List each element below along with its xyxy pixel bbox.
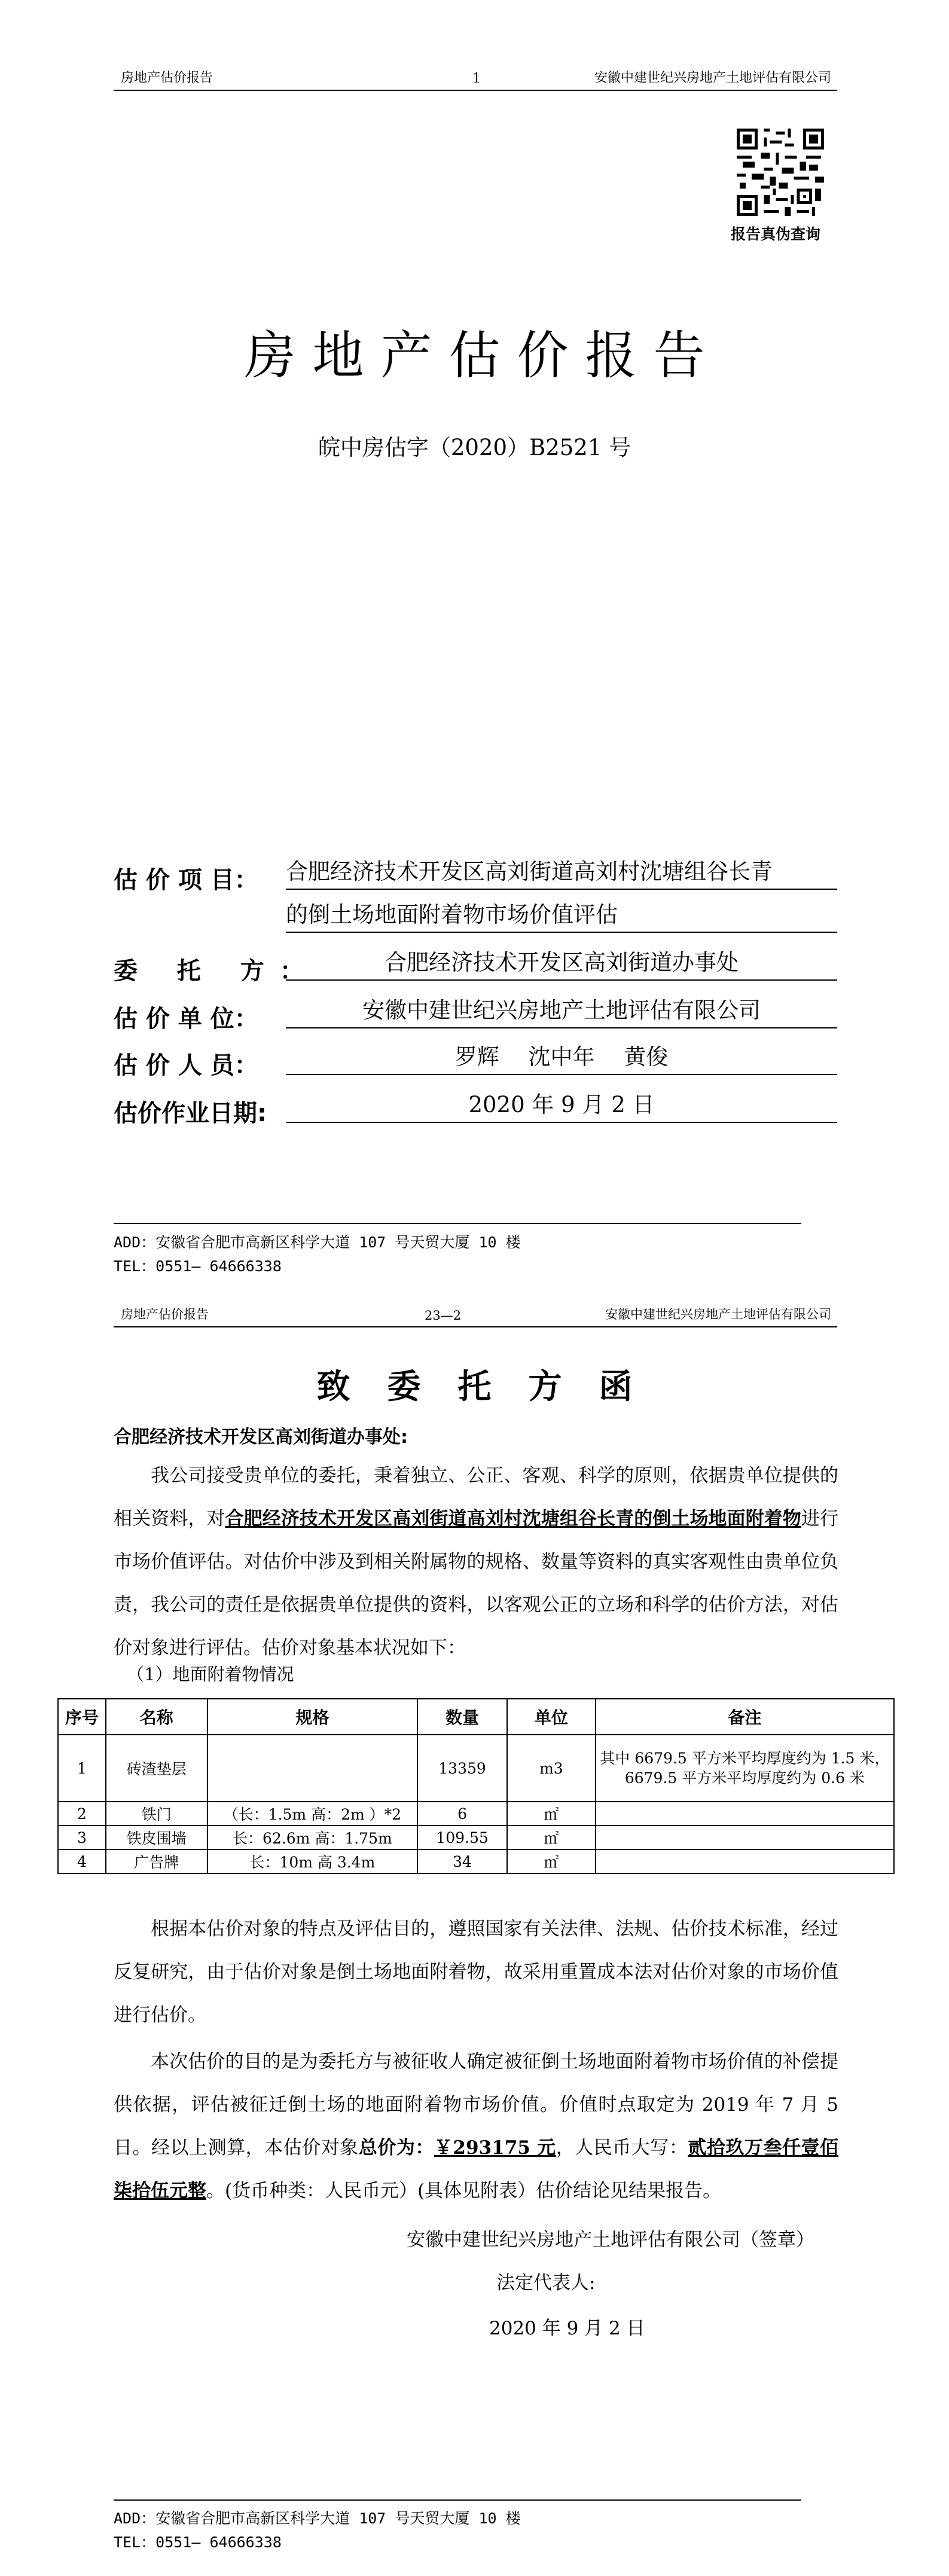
field-unit-value: 安徽中建世纪兴房地产土地评估有限公司 (286, 994, 837, 1028)
table-cell: ㎡ (507, 1849, 596, 1873)
header-page-number: 1 (472, 71, 481, 86)
method-text: 根据本估价对象的特点及评估目的，遵照国家有关法律、法规、估价技术标准，经过反复研究，由于估价对象是倒土场地面附着物，故采用重置成本法对估价对象的市场价值进行估价。 (114, 1918, 838, 2026)
col-header: 数量 (417, 1699, 507, 1735)
total-in-words: 贰拾玖万叁仟壹佰柒拾伍元整 (114, 2137, 839, 2202)
col-header: 名称 (106, 1699, 208, 1735)
total-label: 总价为： (358, 2137, 434, 2159)
table-cell: 铁皮围墙 (106, 1826, 208, 1849)
appraisal-object: 合肥经济技术开发区高刘街道高刘村沈塘组谷长青的倒土场地面附着物 (225, 1508, 801, 1530)
table-cell (596, 1802, 894, 1826)
header-left: 房地产估价报告 (121, 71, 213, 86)
page-header (114, 1304, 837, 1327)
footer-divider (114, 2499, 801, 2501)
conclusion-text-2: ，人民币大写： (556, 2137, 688, 2159)
table-cell: 13359 (417, 1735, 507, 1802)
addressee: 合肥经济技术开发区高刘街道办事处: (114, 1427, 408, 1448)
header-right: 安徽中建世纪兴房地产土地评估有限公司 (594, 71, 831, 86)
signature-representative: 法定代表人: (496, 2272, 596, 2294)
table-cell: 109.55 (417, 1826, 507, 1849)
field-project-value-line2: 的倒土场地面附着物市场价值评估 (286, 898, 837, 933)
field-project-label: 估 价 项 目： (114, 866, 258, 894)
table-cell: 长：10m 高 3.4m (208, 1849, 417, 1873)
conclusion-paragraph (114, 2040, 838, 2212)
qr-caption: 报告真伪查询 (731, 225, 821, 243)
col-header: 序号 (58, 1699, 106, 1735)
footer-tel: TEL：0551— 64666338 (114, 2534, 282, 2551)
table-cell: 2 (58, 1802, 106, 1826)
report-number: 皖中房估字（2020）B2521 号 (318, 435, 631, 460)
table-row (58, 1735, 894, 1802)
table-row (58, 1849, 894, 1873)
table-row (58, 1802, 894, 1826)
section-subheading: （1）地面附着物情况 (127, 1664, 294, 1684)
table-cell: 34 (417, 1849, 507, 1873)
table-cell: ㎡ (507, 1802, 596, 1826)
header-right: 安徽中建世纪兴房地产土地评估有限公司 (605, 1307, 831, 1321)
field-date-label: 估价作业日期: (114, 1100, 267, 1127)
header-left: 房地产估价报告 (121, 1307, 209, 1321)
table-cell: 铁门 (106, 1802, 208, 1826)
signature-company: 安徽中建世纪兴房地产土地评估有限公司（签章） (407, 2229, 814, 2251)
table-header-row (58, 1699, 894, 1735)
footer-address: ADD：安徽省合肥市高新区科学大道 107 号天贸大厦 10 楼 (114, 2510, 521, 2527)
table-cell: ㎡ (507, 1826, 596, 1849)
conclusion-text-1: 本次估价的目的是为委托方与被征收人确定被征倒土场地面附着物市场价值的补偿提供依据，评估被征迁倒土场的地面附着物市场价值。价值时点取定为 2019 年 7 月 5 日。经以上测算，本估价对象 (114, 2051, 838, 2159)
col-header: 备注 (596, 1699, 894, 1735)
page-header (114, 66, 837, 91)
col-header: 单位 (507, 1699, 596, 1735)
signature-date: 2020 年 9 月 2 日 (489, 2318, 645, 2339)
table-row (58, 1826, 894, 1849)
table-cell: （长：1.5m 高：2m ）*2 (208, 1802, 417, 1826)
intro-paragraph (114, 1454, 838, 1669)
report-title: 房地产估价报告 (244, 326, 722, 386)
intro-text-1: 我公司接受贵单位的委托，秉着独立、公正、客观、科学的原则，依据贵单位提供的相关资料，对 (114, 1465, 838, 1530)
header-page-number: 23—2 (425, 1308, 462, 1323)
field-staff-value: 罗辉 沈中年 黄俊 (286, 1040, 837, 1075)
footer-address: ADD：安徽省合肥市高新区科学大道 107 号天贸大厦 10 楼 (114, 1234, 521, 1251)
field-project-value-line1: 合肥经济技术开发区高刘街道高刘村沈塘组谷长青 (286, 855, 837, 890)
table-cell: m3 (507, 1735, 596, 1802)
intro-text-2: 进行市场价值评估。对估价中涉及到相关附属物的规格、数量等资料的真实客观性由贵单位负责，我公司的责任是依据贵单位提供的资料，以客观公正的立场和科学的估价方法，对估价对象进行评估。估价对象基本状况如下： (114, 1508, 839, 1659)
table-cell: 4 (58, 1849, 106, 1873)
table-cell (596, 1826, 894, 1849)
method-paragraph (114, 1907, 838, 2037)
field-date-value: 2020 年 9 月 2 日 (286, 1088, 837, 1123)
attachments-table (57, 1698, 895, 1874)
qr-code-icon[interactable] (737, 129, 824, 216)
table-cell: 广告牌 (106, 1849, 208, 1873)
field-staff-label: 估 价 人 员： (114, 1052, 258, 1079)
col-header: 规格 (208, 1699, 417, 1735)
total-value: ￥293175 元 (434, 2137, 556, 2159)
table-cell: 3 (58, 1826, 106, 1849)
table-cell: 砖渣垫层 (106, 1735, 208, 1802)
table-cell (208, 1735, 417, 1802)
field-client-value: 合肥经济技术开发区高刘街道办事处 (286, 946, 837, 981)
table-cell: 长：62.6m 高：1.75m (208, 1826, 417, 1849)
field-client-label: 委 托 方： (114, 957, 319, 985)
letter-page (0, 1304, 949, 2576)
footer-tel: TEL：0551— 64666338 (114, 1258, 282, 1275)
table-cell: 1 (58, 1735, 106, 1802)
letter-title: 致委托方函 (316, 1367, 670, 1406)
table-cell (596, 1849, 894, 1873)
field-unit-label: 估 价 单 位： (114, 1005, 258, 1033)
table-cell: 6 (417, 1802, 507, 1826)
conclusion-text-3: 。(货币种类：人民币元）(具体见附表）估价结论见结果报告。 (206, 2180, 722, 2202)
table-cell: 其中 6679.5 平方米平均厚度约为 1.5 米，6679.5 平方米平均厚度约为 0.6 米 (596, 1735, 894, 1802)
footer-divider (114, 1223, 801, 1224)
